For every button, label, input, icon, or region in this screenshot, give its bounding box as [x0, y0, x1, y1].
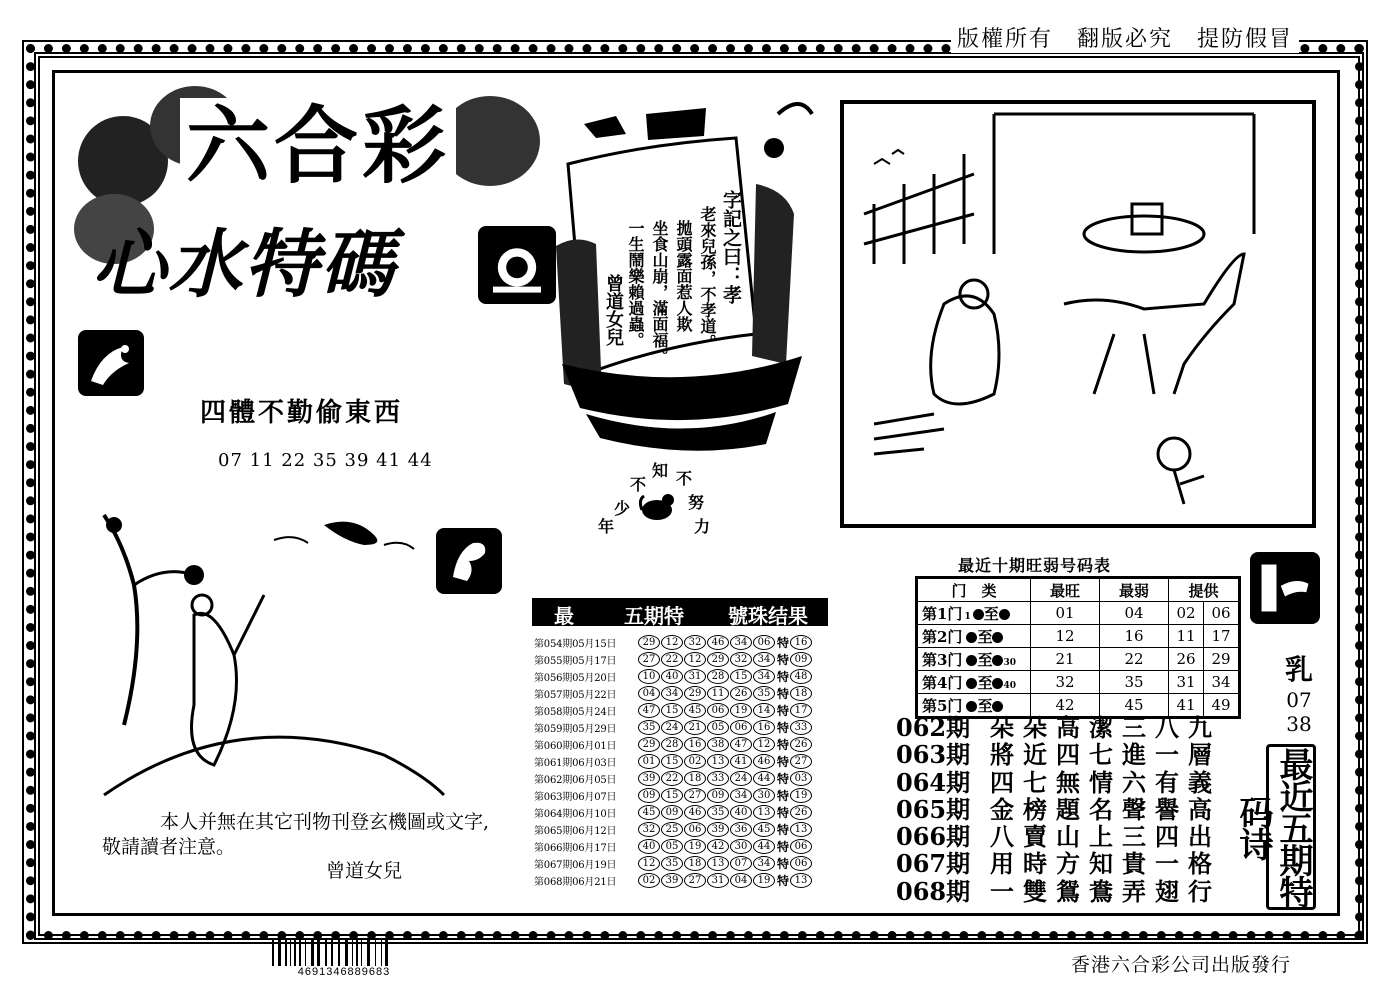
result-ball: 31 — [707, 873, 729, 888]
special-label: 特 — [777, 687, 790, 701]
door-cell — [917, 648, 1031, 671]
right-vertical-title: 最近五期特码诗 — [1266, 744, 1316, 910]
door-cell — [917, 602, 1031, 625]
door-label: 第3门 — [922, 650, 963, 669]
door-label: 第1门 — [922, 604, 963, 623]
door-label: 第2门 — [922, 627, 963, 646]
table-row — [534, 702, 830, 719]
result-period-label: 第067期06月19日 — [534, 860, 617, 871]
special-label: 特 — [777, 806, 790, 820]
result-ball: 22 — [661, 652, 683, 667]
range-to: 至 — [977, 627, 993, 646]
period-text: 朵朵高潔三八九 — [990, 713, 1221, 742]
table-row — [534, 719, 830, 736]
period-number: 062期 — [896, 713, 971, 742]
ball-icon — [992, 678, 1003, 689]
table-row — [917, 671, 1240, 694]
result-ball: 04 — [730, 873, 752, 888]
result-ball: 02 — [638, 873, 660, 888]
copyright-notice: 版權所有 翻版必究 提防假冒 — [951, 22, 1299, 53]
barcode-bar — [361, 940, 362, 968]
table-row — [534, 736, 830, 753]
ship-author: 曾道女兒 — [603, 274, 624, 346]
special-label: 特 — [777, 738, 790, 752]
period-verse — [896, 872, 1221, 906]
barcode-bar — [375, 940, 376, 968]
results-title-part: 最 — [554, 604, 574, 628]
barcode-bar — [305, 940, 306, 968]
main-title: 六合彩 — [180, 98, 456, 194]
result-period-label: 第055期05月17日 — [534, 656, 617, 667]
result-ball: 27 — [684, 788, 706, 803]
result-ball: 05 — [707, 720, 729, 735]
result-ball: 39 — [661, 873, 683, 888]
result-ball: 05 — [661, 839, 683, 854]
result-ball: 40 — [638, 839, 660, 854]
result-ball: 12 — [684, 652, 706, 667]
result-ball: 45 — [753, 822, 775, 837]
barcode-bar — [290, 940, 291, 968]
barcode-bar — [278, 940, 281, 968]
right-code-char: 乳 — [1284, 653, 1313, 686]
range-end: 30 — [1003, 657, 1016, 668]
barcode-bar — [325, 940, 327, 968]
barcode-bar — [331, 940, 333, 968]
result-ball: 31 — [684, 669, 706, 684]
farm-scene-picture — [840, 100, 1316, 528]
result-ball: 29 — [638, 635, 660, 650]
right-code-number: 07 — [1286, 688, 1312, 712]
result-ball: 11 — [707, 686, 729, 701]
result-ball: 41 — [730, 754, 752, 769]
special-ball: 03 — [790, 771, 812, 786]
period-verse — [896, 708, 1221, 742]
special-ball: 06 — [790, 856, 812, 871]
results-table — [534, 634, 830, 889]
range-start: 1 — [964, 611, 971, 622]
table-row — [534, 770, 830, 787]
result-ball: 45 — [684, 703, 706, 718]
period-text: 一雙鴛鴦弄翅行 — [990, 876, 1221, 906]
provided-number: 34 — [1204, 671, 1240, 694]
results-title-part: 五期特 — [624, 604, 684, 628]
special-label: 特 — [777, 636, 790, 650]
barcode-bar — [317, 940, 320, 968]
result-ball: 12 — [638, 856, 660, 871]
weak-number: 16 — [1100, 625, 1169, 648]
result-ball: 18 — [684, 771, 706, 786]
result-ball: 40 — [730, 805, 752, 820]
provided-number: 29 — [1204, 648, 1240, 671]
result-ball: 44 — [753, 839, 775, 854]
top-number: 12 — [1031, 625, 1100, 648]
result-ball: 22 — [661, 771, 683, 786]
provided-number: 17 — [1204, 625, 1240, 648]
strong-weak-body — [917, 602, 1240, 718]
table-row — [534, 838, 830, 855]
special-ball: 33 — [790, 720, 812, 735]
special-label: 特 — [777, 874, 790, 888]
column-header: 提供 — [1169, 578, 1240, 602]
result-ball: 39 — [707, 822, 729, 837]
publisher: 香港六合彩公司出版發行 — [1070, 954, 1291, 976]
special-label: 特 — [777, 840, 790, 854]
special-ball: 19 — [790, 788, 812, 803]
result-ball: 13 — [707, 754, 729, 769]
motto-char: 不 — [630, 475, 647, 494]
barcode-bar — [352, 940, 353, 968]
result-ball: 29 — [638, 737, 660, 752]
result-ball: 01 — [638, 754, 660, 769]
top-number: 01 — [1031, 602, 1100, 625]
result-period-label: 第060期06月01日 — [534, 741, 617, 752]
period-number: 068期 — [896, 876, 971, 906]
result-ball: 19 — [684, 839, 706, 854]
ball-icon — [966, 632, 977, 643]
period-number: 066期 — [896, 822, 971, 852]
barcode-bar — [311, 940, 314, 968]
period-verse — [896, 735, 1221, 770]
result-ball: 29 — [707, 652, 729, 667]
period-number: 063期 — [896, 740, 971, 770]
ship-column-4: 坐食山崩，滿面福。 — [650, 220, 669, 364]
weak-number: 04 — [1100, 602, 1169, 625]
result-ball: 35 — [707, 805, 729, 820]
barcode-bar — [338, 940, 340, 968]
table-row — [534, 855, 830, 872]
right-code — [1278, 648, 1320, 736]
top-number: 21 — [1031, 648, 1100, 671]
result-ball: 46 — [753, 754, 775, 769]
range-to: 至 — [977, 696, 993, 715]
pointing-hand-icon — [1250, 552, 1320, 624]
special-label: 特 — [777, 823, 790, 837]
table-row — [534, 634, 830, 651]
special-ball: 16 — [790, 635, 812, 650]
table-row — [534, 753, 830, 770]
column-header: 最旺 — [1031, 578, 1100, 602]
period-text: 金榜題名聲譽高 — [990, 794, 1221, 824]
result-ball: 06 — [684, 822, 706, 837]
ball-icon — [999, 609, 1010, 620]
ball-icon — [966, 655, 977, 666]
result-period-label: 第068期06月21日 — [534, 877, 617, 888]
result-ball: 28 — [661, 737, 683, 752]
provided-number: 06 — [1204, 602, 1240, 625]
result-ball: 13 — [707, 856, 729, 871]
result-ball: 30 — [730, 839, 752, 854]
left-poem: 四體不勤偷東西 — [200, 398, 404, 428]
ship-column-3: 拋頭露面惹人欺 — [674, 220, 693, 332]
period-text: 將近四七進一層 — [990, 740, 1221, 770]
result-ball: 34 — [661, 686, 683, 701]
lottery-machine-icon — [478, 226, 556, 304]
result-ball: 47 — [638, 703, 660, 718]
barcode-bar — [356, 940, 358, 968]
ship-column-5: 一生鬧樂賴過蟲。 — [626, 220, 645, 348]
result-ball: 38 — [707, 737, 729, 752]
statement-line-2: 敬請讀者注意。 — [102, 836, 236, 858]
result-period-label: 第054期05月15日 — [534, 639, 617, 650]
result-period-label: 第058期05月24日 — [534, 707, 617, 718]
barcode-bar — [285, 940, 287, 968]
result-ball: 32 — [730, 652, 752, 667]
result-period-label: 第059期05月29日 — [534, 724, 617, 735]
motto-char: 知 — [652, 461, 669, 480]
special-ball: 13 — [790, 822, 812, 837]
result-period-label: 第056期05月20日 — [534, 673, 617, 684]
result-ball: 09 — [707, 788, 729, 803]
result-ball: 32 — [684, 635, 706, 650]
result-ball: 16 — [753, 720, 775, 735]
table-row — [534, 821, 830, 838]
range-end: 40 — [1003, 680, 1016, 691]
period-number: 065期 — [896, 794, 971, 824]
special-ball: 09 — [790, 652, 812, 667]
result-ball: 02 — [684, 754, 706, 769]
result-period-label: 第065期06月12日 — [534, 826, 617, 837]
result-ball: 09 — [661, 805, 683, 820]
period-text: 八賣山上三四出 — [990, 822, 1221, 852]
special-ball: 18 — [790, 686, 812, 701]
right-code-number: 38 — [1286, 712, 1312, 736]
special-label: 特 — [777, 789, 790, 803]
ball-icon — [966, 678, 977, 689]
result-ball: 27 — [684, 873, 706, 888]
result-ball: 12 — [753, 737, 775, 752]
result-ball: 12 — [661, 635, 683, 650]
special-ball: 26 — [790, 737, 812, 752]
column-header: 最弱 — [1100, 578, 1169, 602]
table-row — [534, 804, 830, 821]
table-row — [534, 668, 830, 685]
range-to: 至 — [983, 604, 999, 623]
special-ball: 27 — [790, 754, 812, 769]
result-ball: 34 — [730, 635, 752, 650]
range-to: 至 — [977, 673, 993, 692]
barcode-bar — [381, 940, 382, 968]
column-header: 门 类 — [917, 578, 1031, 602]
ball-icon — [973, 609, 984, 620]
result-ball: 19 — [753, 873, 775, 888]
period-verse — [896, 844, 1221, 879]
result-ball: 24 — [661, 720, 683, 735]
barcode-bar — [345, 940, 348, 968]
ball-icon — [992, 655, 1003, 666]
motto-char: 力 — [694, 517, 711, 536]
barcode-bar — [294, 940, 296, 968]
result-period-label: 第057期05月22日 — [534, 690, 617, 701]
result-ball: 35 — [638, 720, 660, 735]
result-ball: 16 — [684, 737, 706, 752]
result-ball: 39 — [638, 771, 660, 786]
results-title-part: 號珠结果 — [728, 604, 808, 628]
result-ball: 27 — [638, 652, 660, 667]
weak-number: 22 — [1100, 648, 1169, 671]
special-ball: 26 — [790, 805, 812, 820]
result-ball: 34 — [753, 652, 775, 667]
result-ball: 30 — [753, 788, 775, 803]
special-ball: 48 — [790, 669, 812, 684]
period-verse — [896, 817, 1221, 852]
result-ball: 47 — [730, 737, 752, 752]
provided-number: 31 — [1169, 671, 1204, 694]
special-label: 特 — [777, 704, 790, 718]
motto-char: 努 — [688, 493, 705, 512]
result-ball: 35 — [661, 856, 683, 871]
farm-scene-drawing — [844, 104, 1312, 524]
table-row — [534, 787, 830, 804]
special-label: 特 — [777, 772, 790, 786]
provided-number: 41 — [1169, 694, 1204, 718]
statement-line-1: 本人并無在其它刊物刊登玄機圖或文字, — [160, 811, 490, 833]
left-numbers: 07 11 22 35 39 41 44 — [218, 450, 433, 471]
ship-column-1: 字記之曰：孝 — [720, 190, 742, 304]
result-ball: 25 — [661, 822, 683, 837]
top-number: 32 — [1031, 671, 1100, 694]
provided-number: 02 — [1169, 602, 1204, 625]
door-cell — [917, 625, 1031, 648]
result-ball: 34 — [730, 788, 752, 803]
weak-number: 45 — [1100, 694, 1169, 718]
result-period-label: 第062期06月05日 — [534, 775, 617, 786]
special-ball: 13 — [790, 873, 812, 888]
crane-icon — [78, 330, 144, 396]
result-ball: 34 — [753, 669, 775, 684]
range-to: 至 — [977, 650, 993, 669]
result-ball: 29 — [684, 686, 706, 701]
result-period-label: 第063期06月07日 — [534, 792, 617, 803]
barcode-bar — [385, 940, 388, 968]
result-ball: 06 — [707, 703, 729, 718]
tiger-icon — [638, 490, 676, 524]
result-ball: 04 — [638, 686, 660, 701]
period-number: 064期 — [896, 767, 971, 797]
result-ball: 18 — [684, 856, 706, 871]
result-ball: 35 — [753, 686, 775, 701]
result-ball: 10 — [638, 669, 660, 684]
ship-illustration — [556, 94, 816, 454]
period-text: 用時方知貴一格 — [990, 849, 1221, 879]
result-period-label: 第061期06月03日 — [534, 758, 617, 769]
motto-char: 年 — [598, 517, 615, 536]
table-row — [917, 625, 1240, 648]
barcode-bars — [270, 940, 418, 968]
result-ball: 24 — [730, 771, 752, 786]
motto-char: 不 — [676, 469, 693, 488]
result-ball: 46 — [684, 805, 706, 820]
result-ball: 32 — [638, 822, 660, 837]
result-ball: 45 — [638, 805, 660, 820]
result-ball: 06 — [730, 720, 752, 735]
result-ball: 40 — [661, 669, 683, 684]
signature: 曾道女兒 — [326, 860, 403, 882]
table-row — [917, 602, 1240, 625]
result-ball: 33 — [707, 771, 729, 786]
result-period-label: 第064期06月10日 — [534, 809, 617, 820]
ship-column-2: 老來兒孫，不孝道。 — [698, 206, 717, 350]
table-row — [534, 872, 830, 889]
table-row — [917, 648, 1240, 671]
hand-gesture-icon — [436, 528, 502, 594]
result-ball: 14 — [753, 703, 775, 718]
result-ball: 07 — [730, 856, 752, 871]
barcode-bar — [299, 940, 301, 968]
result-ball: 09 — [638, 788, 660, 803]
result-ball: 21 — [684, 720, 706, 735]
result-ball: 19 — [730, 703, 752, 718]
result-ball: 36 — [730, 822, 752, 837]
special-ball: 06 — [790, 839, 812, 854]
door-cell — [917, 671, 1031, 694]
period-number: 067期 — [896, 849, 971, 879]
result-ball: 46 — [707, 635, 729, 650]
special-label: 特 — [777, 857, 790, 871]
provided-number: 11 — [1169, 625, 1204, 648]
result-ball: 28 — [707, 669, 729, 684]
barcode-bar — [272, 940, 274, 968]
sub-title: 心水特碼 — [92, 222, 396, 308]
barcode-bar — [367, 940, 370, 968]
result-ball: 15 — [661, 788, 683, 803]
provided-number: 49 — [1204, 694, 1240, 718]
motto-char: 少 — [614, 499, 631, 518]
result-ball: 26 — [730, 686, 752, 701]
strong-weak-title: 最近十期旺弱号码表 — [958, 556, 1112, 575]
door-label: 第4门 — [922, 673, 963, 692]
special-label: 特 — [777, 755, 790, 769]
top-number: 42 — [1031, 694, 1100, 718]
strong-weak-table — [915, 576, 1241, 719]
period-verse — [896, 790, 1221, 824]
table-row — [534, 651, 830, 668]
result-ball: 15 — [661, 754, 683, 769]
result-ball: 06 — [753, 635, 775, 650]
table-row — [534, 685, 830, 702]
result-ball: 44 — [753, 771, 775, 786]
special-ball: 17 — [790, 703, 812, 718]
result-period-label: 第066期06月17日 — [534, 843, 617, 854]
table-header-row — [917, 578, 1240, 602]
ball-icon — [992, 632, 1003, 643]
provided-number: 26 — [1169, 648, 1204, 671]
period-verse — [896, 763, 1221, 797]
result-ball: 15 — [730, 669, 752, 684]
special-label: 特 — [777, 670, 790, 684]
barcode-number: 4691346889683 — [270, 966, 418, 978]
result-ball: 34 — [753, 856, 775, 871]
result-ball: 13 — [753, 805, 775, 820]
period-text: 四七無情六有義 — [990, 767, 1221, 797]
result-ball: 15 — [661, 703, 683, 718]
weak-number: 35 — [1100, 671, 1169, 694]
door-label: 第5门 — [922, 696, 963, 715]
special-label: 特 — [777, 721, 790, 735]
special-label: 特 — [777, 653, 790, 667]
result-ball: 42 — [707, 839, 729, 854]
period-verses — [896, 708, 1221, 906]
